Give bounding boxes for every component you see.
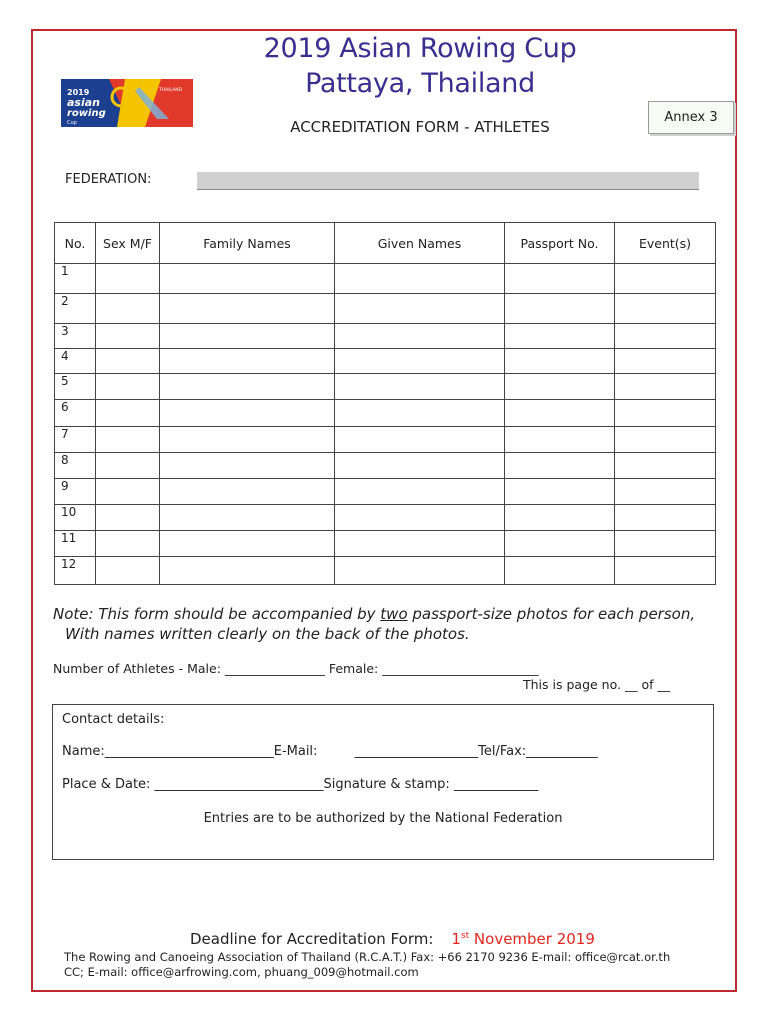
svg-text:rowing: rowing <box>67 108 106 119</box>
athlete-row <box>55 264 716 294</box>
given-name-cell[interactable] <box>335 557 505 585</box>
asian-rowing-cup-logo <box>61 79 193 127</box>
svg-text:Cup: Cup <box>67 120 77 126</box>
given-name-cell[interactable] <box>335 453 505 479</box>
passport-cell[interactable] <box>505 531 615 557</box>
passport-cell[interactable] <box>505 349 615 374</box>
given-name-cell[interactable] <box>335 294 505 324</box>
sex-cell[interactable] <box>96 505 160 531</box>
row-number: 1 <box>55 264 96 294</box>
events-cell[interactable] <box>615 349 716 374</box>
given-name-cell[interactable] <box>335 400 505 427</box>
contact-name-email-tel[interactable]: Name:__________________________E-Mail: ___________________Tel/Fax:___________ <box>62 744 598 759</box>
family-name-cell[interactable] <box>160 453 335 479</box>
footer <box>64 950 734 980</box>
contact-place-signature[interactable]: Place & Date: __________________________Signature & stamp: _____________ <box>62 777 539 792</box>
sex-cell[interactable] <box>96 349 160 374</box>
events-cell[interactable] <box>615 427 716 453</box>
sex-cell[interactable] <box>96 324 160 349</box>
family-name-cell[interactable] <box>160 294 335 324</box>
event-title: 2019 Asian Rowing Cup <box>263 33 577 64</box>
header-sex: Sex M/F <box>96 223 160 264</box>
family-name-cell[interactable] <box>160 427 335 453</box>
header-family-names: Family Names <box>160 223 335 264</box>
header-passport-no: Passport No. <box>505 223 615 264</box>
events-cell[interactable] <box>615 505 716 531</box>
athletes-table <box>54 222 716 585</box>
athlete-row <box>55 324 716 349</box>
sex-cell[interactable] <box>96 264 160 294</box>
events-cell[interactable] <box>615 400 716 427</box>
given-name-cell[interactable] <box>335 324 505 349</box>
federation-field[interactable] <box>197 172 699 190</box>
sex-cell[interactable] <box>96 479 160 505</box>
family-name-cell[interactable] <box>160 557 335 585</box>
events-cell[interactable] <box>615 324 716 349</box>
federation-label: FEDERATION: <box>65 172 152 187</box>
athlete-row <box>55 479 716 505</box>
given-name-cell[interactable] <box>335 531 505 557</box>
deadline-suffix: st <box>460 931 470 941</box>
row-number: 9 <box>55 479 96 505</box>
note-underlined: two <box>380 605 408 623</box>
athlete-row <box>55 349 716 374</box>
family-name-cell[interactable] <box>160 400 335 427</box>
athlete-row <box>55 453 716 479</box>
passport-cell[interactable] <box>505 453 615 479</box>
given-name-cell[interactable] <box>335 479 505 505</box>
header-given-names: Given Names <box>335 223 505 264</box>
family-name-cell[interactable] <box>160 324 335 349</box>
contact-details-box <box>52 704 714 860</box>
footer-line2: CC; E-mail: office@arfrowing.com, phuang_009@hotmail.com <box>64 965 419 979</box>
page-number[interactable]: This is page no. __ of __ <box>523 677 670 692</box>
event-location: Pattaya, Thailand <box>305 68 535 99</box>
sex-cell[interactable] <box>96 374 160 400</box>
athlete-row <box>55 531 716 557</box>
form-subtitle: ACCREDITATION FORM - ATHLETES <box>290 118 550 136</box>
events-cell[interactable] <box>615 294 716 324</box>
events-cell[interactable] <box>615 264 716 294</box>
row-number: 10 <box>55 505 96 531</box>
note-text-1: Note: This form should be accompanied by <box>53 605 381 623</box>
sex-cell[interactable] <box>96 557 160 585</box>
passport-cell[interactable] <box>505 374 615 400</box>
given-name-cell[interactable] <box>335 505 505 531</box>
svg-text:2019: 2019 <box>67 88 90 97</box>
events-cell[interactable] <box>615 479 716 505</box>
svg-text:THAILAND: THAILAND <box>159 88 183 93</box>
given-name-cell[interactable] <box>335 349 505 374</box>
deadline-label: Deadline for Accreditation Form: <box>190 930 434 948</box>
passport-cell[interactable] <box>505 427 615 453</box>
contact-heading: Contact details: <box>62 712 165 727</box>
deadline-date <box>451 930 595 948</box>
note-text-line2: With names written clearly on the back of the photos. <box>65 625 470 643</box>
row-number: 3 <box>55 324 96 349</box>
passport-cell[interactable] <box>505 294 615 324</box>
sex-cell[interactable] <box>96 294 160 324</box>
events-cell[interactable] <box>615 531 716 557</box>
row-number: 7 <box>55 427 96 453</box>
sex-cell[interactable] <box>96 427 160 453</box>
deadline <box>190 930 595 948</box>
sex-cell[interactable] <box>96 531 160 557</box>
row-number: 4 <box>55 349 96 374</box>
sex-cell[interactable] <box>96 400 160 427</box>
athlete-row <box>55 294 716 324</box>
passport-cell[interactable] <box>505 324 615 349</box>
deadline-day: 1 <box>451 930 461 948</box>
family-name-cell[interactable] <box>160 264 335 294</box>
passport-cell[interactable] <box>505 400 615 427</box>
passport-cell[interactable] <box>505 557 615 585</box>
authorization-note: Entries are to be authorized by the National Federation <box>203 811 563 826</box>
given-name-cell[interactable] <box>335 264 505 294</box>
athlete-row <box>55 374 716 400</box>
athlete-row <box>55 557 716 585</box>
note-text-2: passport-size photos for each person, <box>407 605 696 623</box>
given-name-cell[interactable] <box>335 374 505 400</box>
row-number: 12 <box>55 557 96 585</box>
family-name-cell[interactable] <box>160 479 335 505</box>
row-number: 5 <box>55 374 96 400</box>
events-cell[interactable] <box>615 557 716 585</box>
row-number: 2 <box>55 294 96 324</box>
family-name-cell[interactable] <box>160 505 335 531</box>
athlete-row <box>55 427 716 453</box>
row-number: 6 <box>55 400 96 427</box>
family-name-cell[interactable] <box>160 374 335 400</box>
athlete-row <box>55 505 716 531</box>
row-number: 11 <box>55 531 96 557</box>
deadline-month-year: November 2019 <box>469 930 595 948</box>
passport-cell[interactable] <box>505 505 615 531</box>
row-number: 8 <box>55 453 96 479</box>
family-name-cell[interactable] <box>160 531 335 557</box>
sex-cell[interactable] <box>96 453 160 479</box>
athlete-count[interactable]: Number of Athletes - Male: ________________ Female: _________________________ <box>53 661 539 676</box>
family-name-cell[interactable] <box>160 349 335 374</box>
header-no: No. <box>55 223 96 264</box>
passport-cell[interactable] <box>505 264 615 294</box>
annex-label: Annex 3 <box>648 101 734 134</box>
events-cell[interactable] <box>615 374 716 400</box>
given-name-cell[interactable] <box>335 427 505 453</box>
svg-text:asian: asian <box>67 96 100 109</box>
events-cell[interactable] <box>615 453 716 479</box>
photo-note <box>53 604 753 644</box>
header-events: Event(s) <box>615 223 716 264</box>
athlete-row <box>55 400 716 427</box>
passport-cell[interactable] <box>505 479 615 505</box>
footer-line1: The Rowing and Canoeing Association of Thailand (R.C.A.T.) Fax: +66 2170 9236 E-mail: office@rcat.or.th <box>64 950 671 964</box>
